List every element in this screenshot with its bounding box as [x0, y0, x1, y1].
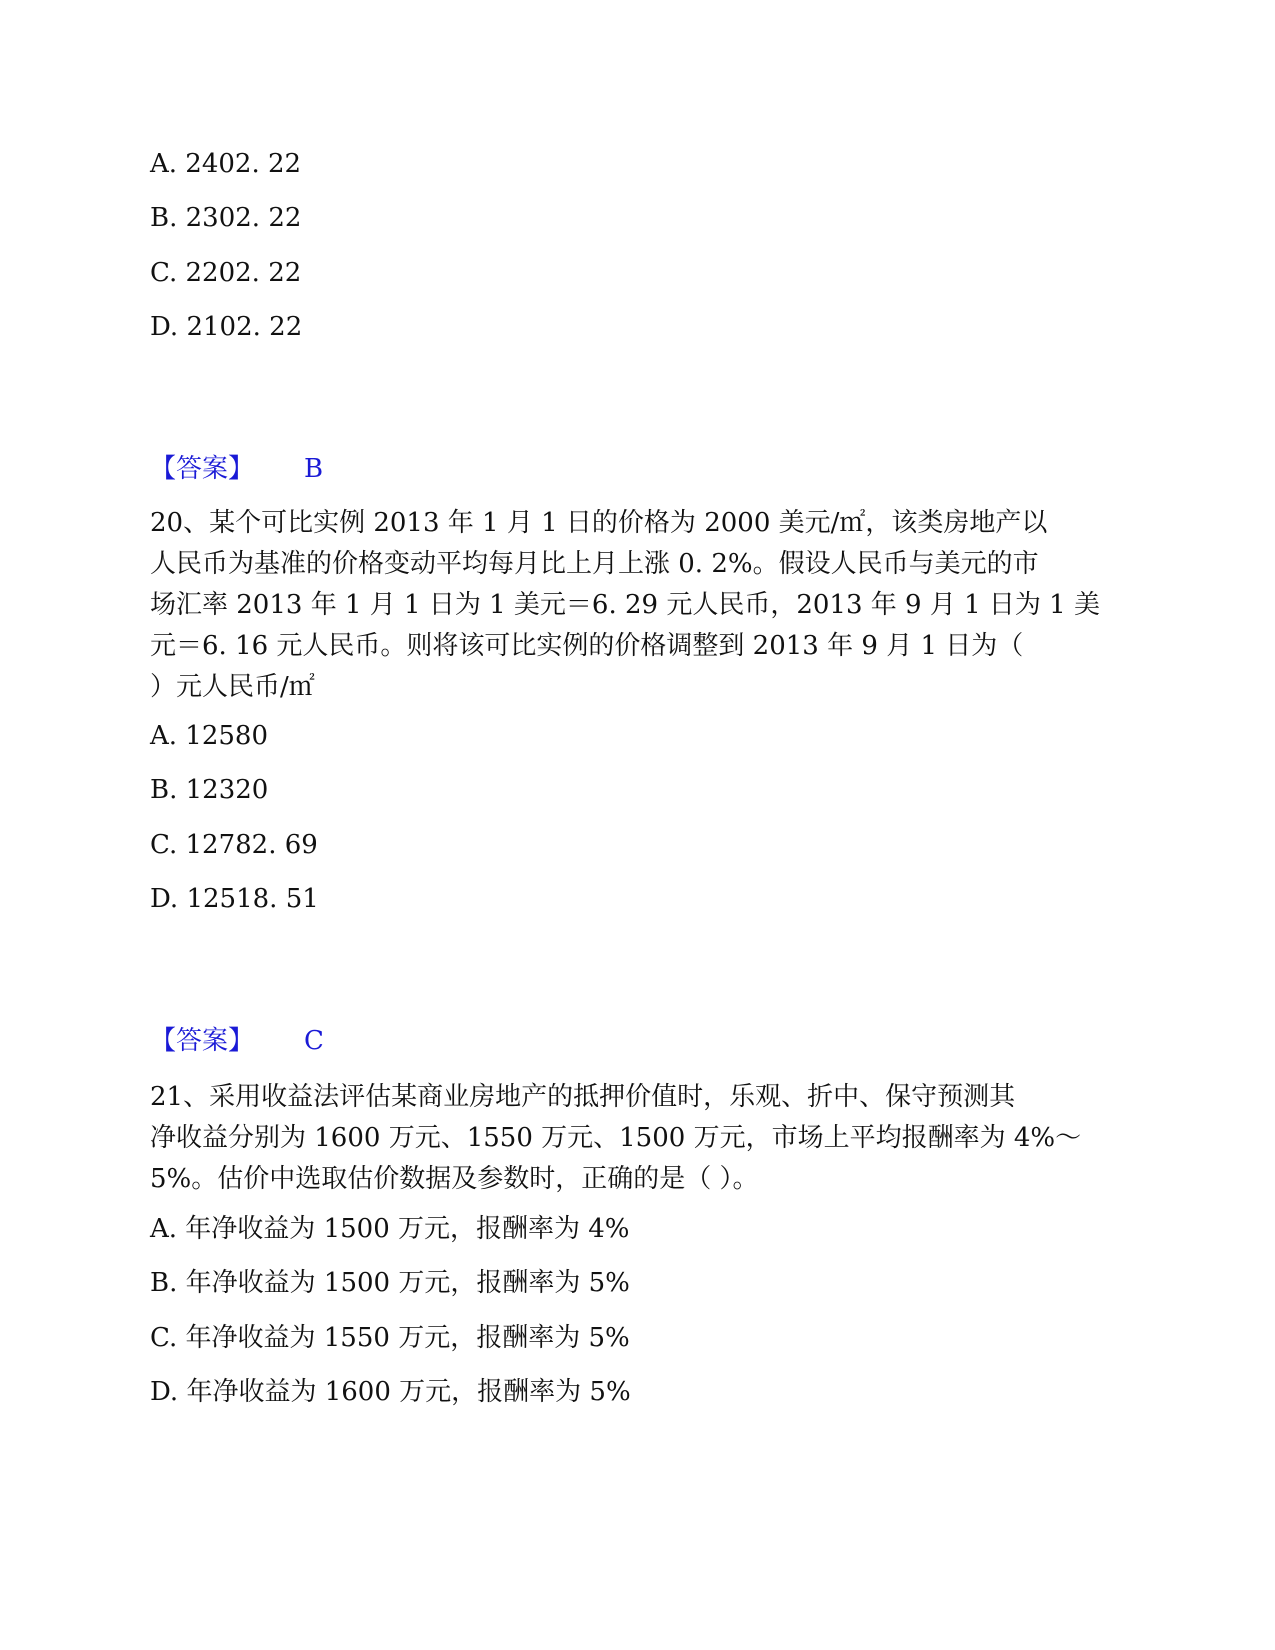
q21-option-b: B. 年净收益为 1500 万元，报酬率为 5%	[150, 1268, 630, 1298]
q21-text-line: 21、采用收益法评估某商业房地产的抵押价值时，乐观、折中、保守预测其	[150, 1082, 1016, 1112]
q19-option-d: D. 2102. 22	[150, 312, 303, 342]
q20-text-line: 20、某个可比实例 2013 年 1 月 1 日的价格为 2000 美元/㎡，该类房地产以	[150, 508, 1048, 538]
q20-question-text	[150, 503, 1130, 708]
q21-option-c: C. 年净收益为 1550 万元，报酬率为 5%	[150, 1323, 630, 1353]
q20-answer-value: C	[304, 1026, 324, 1056]
q20-text-line: 人民币为基准的价格变动平均每月比上月上涨 0. 2%。假设人民币与美元的市	[150, 549, 1039, 579]
q20-option-a: A. 12580	[150, 721, 269, 751]
q21-option-a: A. 年净收益为 1500 万元，报酬率为 4%	[150, 1214, 630, 1244]
q20-option-d: D. 12518. 51	[150, 884, 319, 914]
q20-answer-label: 【答案】	[150, 1026, 255, 1056]
q20-option-c: C. 12782. 69	[150, 830, 318, 860]
q20-text-line: ）元人民币/㎡	[150, 672, 315, 702]
q19-option-b: B. 2302. 22	[150, 203, 302, 233]
q20-option-b: B. 12320	[150, 775, 269, 805]
q19-option-a: A. 2402. 22	[150, 149, 302, 179]
q21-option-d: D. 年净收益为 1600 万元，报酬率为 5%	[150, 1377, 631, 1407]
q21-text-line: 5%。估价中选取估价数据及参数时，正确的是（ ）。	[150, 1164, 759, 1194]
q20-answer	[150, 1023, 324, 1059]
q20-text-line: 场汇率 2013 年 1 月 1 日为 1 美元＝6. 29 元人民币，2013 年 9 月 1 日为 1 美	[150, 590, 1100, 620]
q19-option-c: C. 2202. 22	[150, 258, 302, 288]
q21-question-text	[150, 1077, 1130, 1200]
q19-answer	[150, 451, 323, 487]
q19-answer-value: B	[304, 454, 324, 484]
q21-text-line: 净收益分别为 1600 万元、1550 万元、1500 万元，市场上平均报酬率为 4%～	[150, 1123, 1082, 1153]
q19-answer-label: 【答案】	[150, 454, 255, 484]
q20-text-line: 元＝6. 16 元人民币。则将该可比实例的价格调整到 2013 年 9 月 1 日为（	[150, 631, 1024, 661]
